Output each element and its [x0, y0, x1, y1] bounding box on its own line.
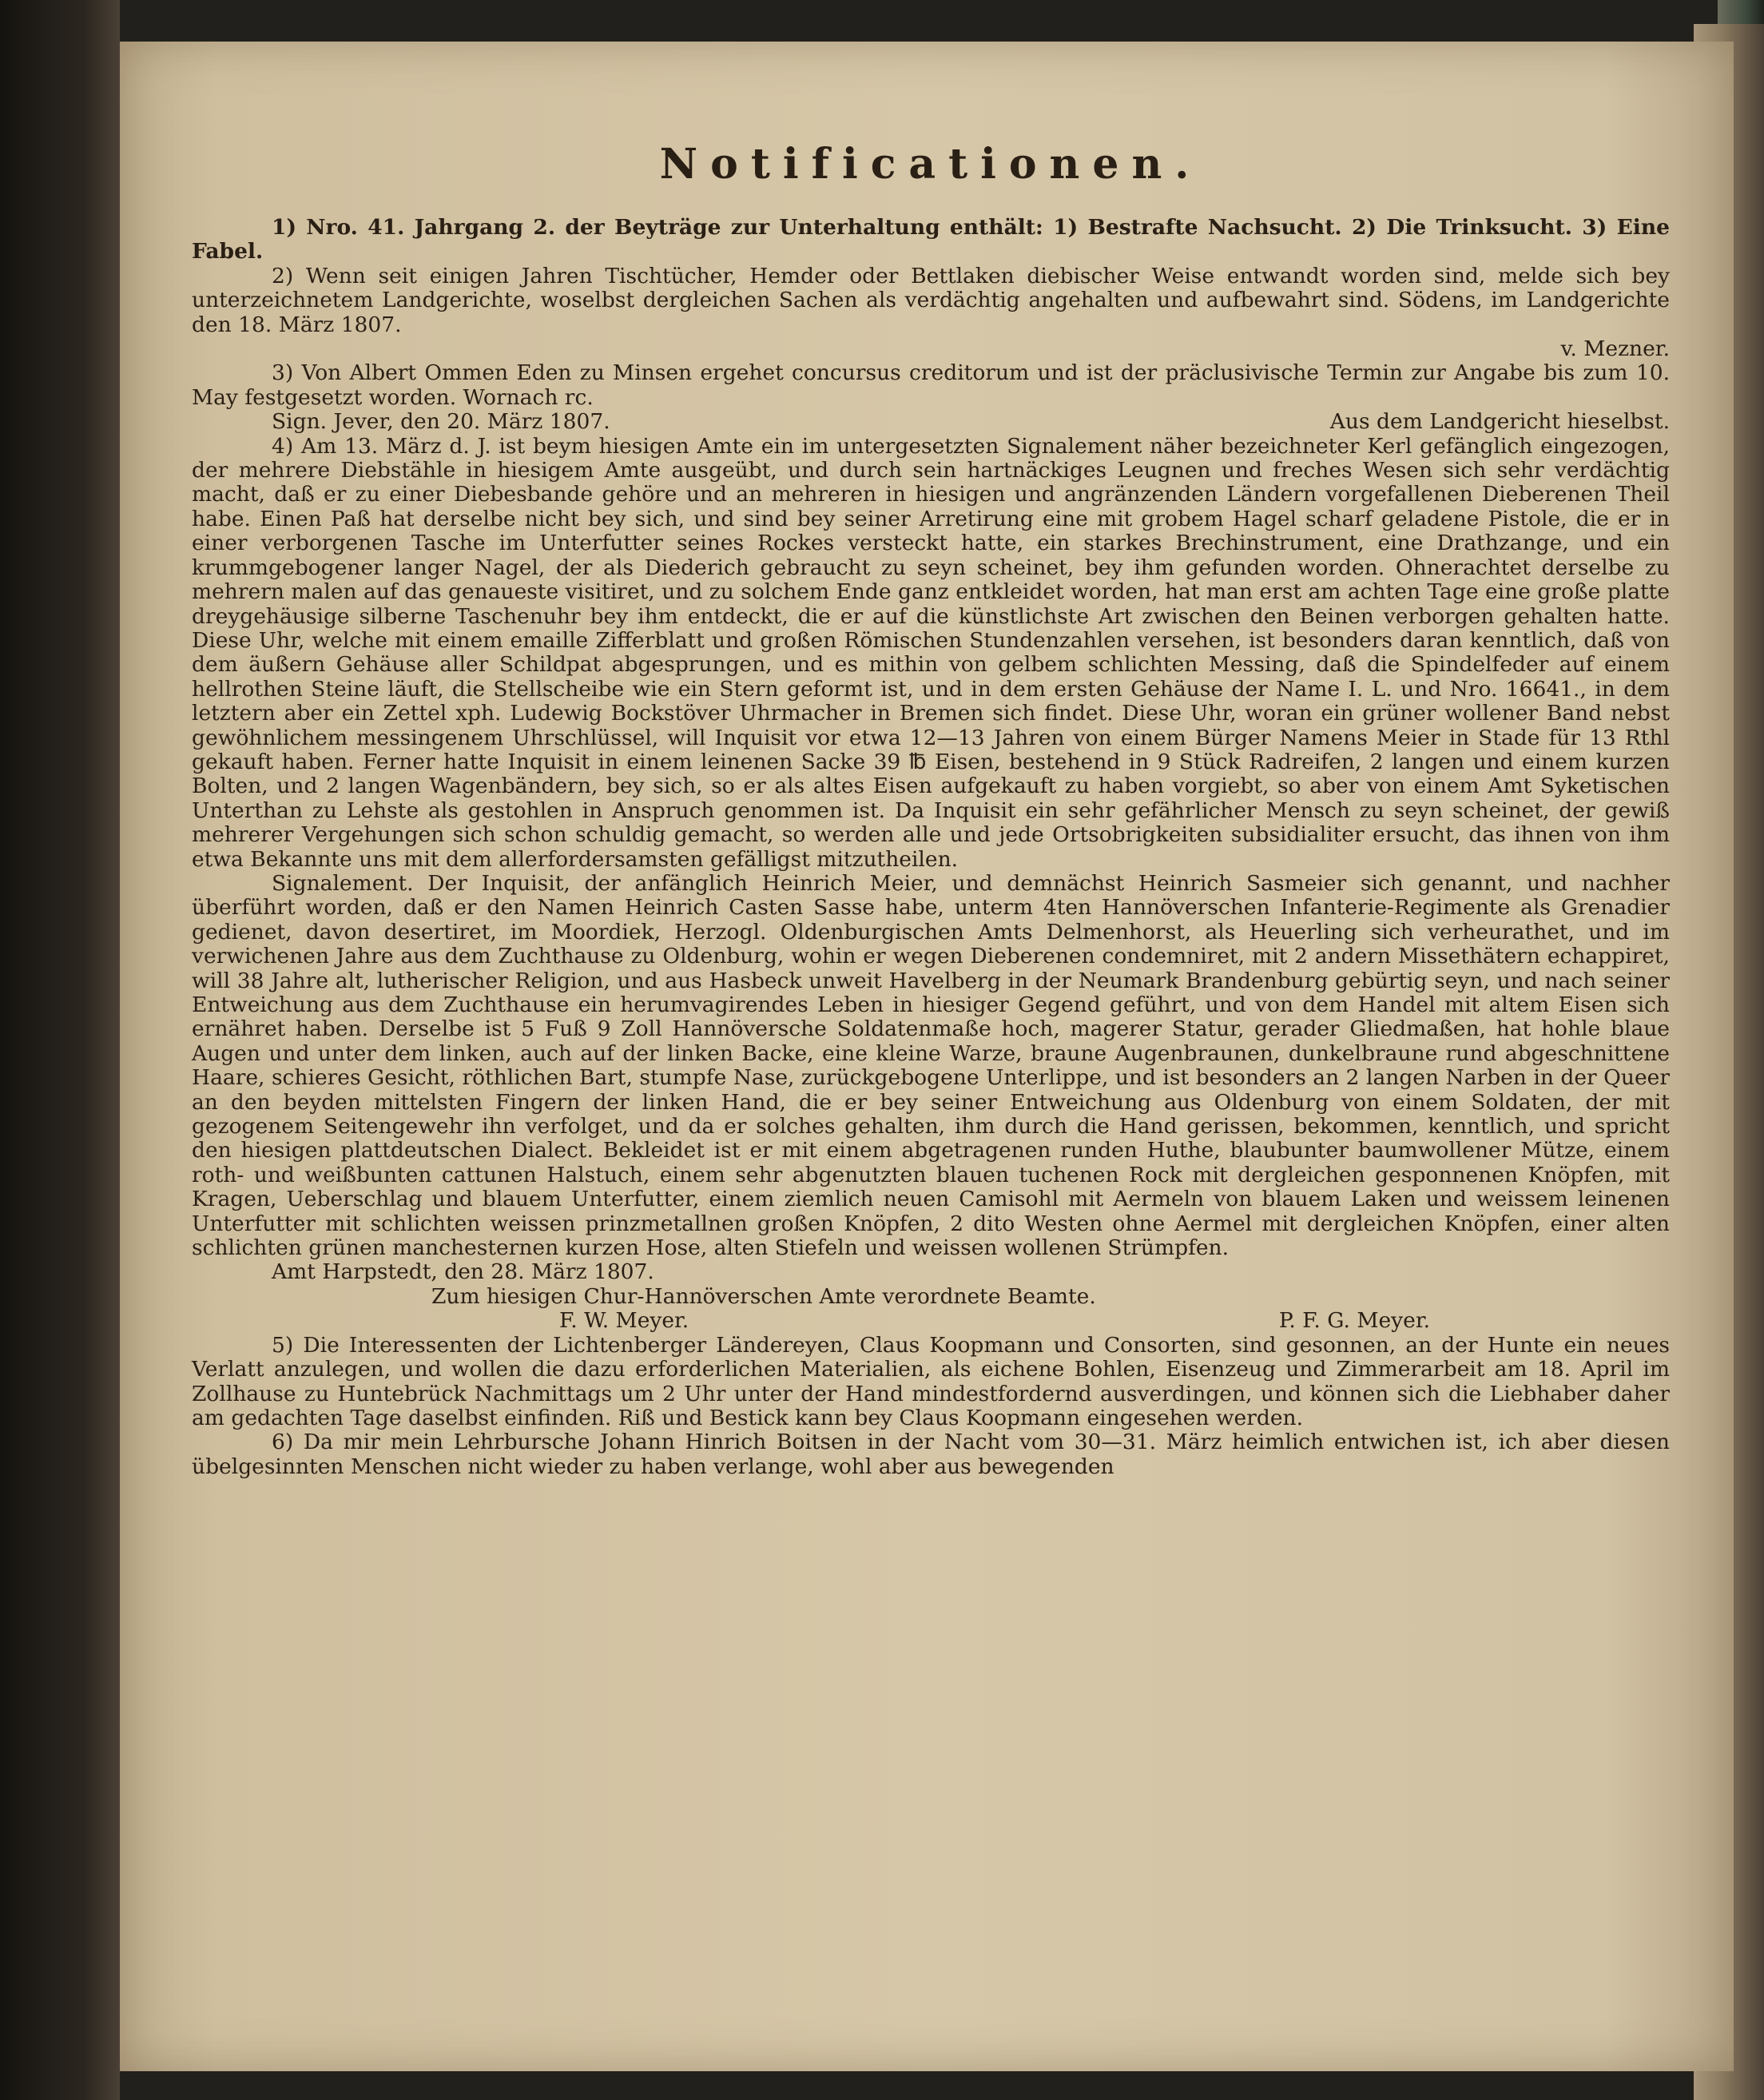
notice-4-signalement: Signalement. Der Inquisit, der anfänglich Heinrich Meier, und demnächst Heinrich Sasmeier sich genannt, und nachher überführt worden, daß er den Namen Heinrich Casten Sasse habe, unterm 4ten Hannöverschen Infanterie-Regimente als Grenadier gedienet, davon desertiret, im Moordiek, Herzogl. Oldenburgischen Amts Delmenhorst, als Heuerling sich verheurathet, und im verwichenen Jahre aus dem Zuchthause zu Oldenburg, wohin er wegen Dieberenen condemniret, mit 2 andern Missethätern echappiret, will 38 Jahre alt, lutherischer Religion, und aus Hasbeck unweit Havelberg in der Neumark Brandenburg gebürtig seyn, und nach seiner Entweichung aus dem Zuchthause ein herumvagirendes Leben in hiesiger Gegend geführt, und von dem Handel mit altem Eisen sich ernähret haben. Derselbe ist 5 Fuß 9 Zoll Hannöversche Soldatenmaße hoch, magerer Statur, gerader Gliedmaßen, hat hohle blaue Augen und unter dem linken, auch auf der linken Backe, eine kleine Warze, braune Augenbraunen, dunkelbraune rund abgeschnittene Haare, schieres Gesicht, röthlichen Bart, stumpfe Nase, zurückgebogene Unterlippe, und ist besonders an 2 langen Narben in der Queer an den beyden mittelsten Fingern der linken Hand, die er bey seiner Entweichung aus Oldenburg von einem Soldaten, der mit gezogenem Seitengewehr ihn verfolget, und da er solches gehalten, ihm durch die Hand gerissen, bekommen, kenntlich, und spricht den hiesigen plattdeutschen Dialect. Bekleidet ist er mit einem abgetragenen runden Huthe, blaubunter baumwollener Mütze, einem roth- und weißbunten cattunen Halstuch, einem sehr abgenutzten blauen tuchenen Rock mit dergleichen gesponnenen Knöpfen, mit Kragen, Ueberschlag und blauem Unterfutter, einem ziemlich neuen Camisohl mit Aermeln von blauem Laken und weissem leinenen Unterfutter mit schlichten weissen prinzmetallnen großen Knöpfen, 2 dito Westen ohne Aermel mit dergleichen Knöpfen, einer alten schlichten grünen manchesternen kurzen Hose, alten Stiefeln und weissen wollenen Strümpfen.	[192, 870, 1670, 1261]
notice-3-signature: Aus dem Landgericht hieselbst.	[1329, 409, 1670, 435]
notice-6: 6) Da mir mein Lehrbursche Johann Hinrich Boitsen in der Nacht vom 30—31. März heimlich entwichen ist, ich aber diesen übelgesinnten Menschen nicht wieder zu haben verlange, wohl aber aus bewegenden	[192, 1430, 1670, 1479]
notice-2: 2) Wenn seit einigen Jahren Tischtücher, Hemder oder Bettlaken diebischer Weise entwandt worden sind, melde sich bey unterzeichnetem Landgerichte, woselbst dergleichen Sachen als verdächtig angehalten und aufbewahrt sind. Södens, im Landgerichte den 18. März 1807.	[192, 263, 1670, 337]
notice-5: 5) Die Interessenten der Lichtenberger Ländereyen, Claus Koopmann und Consorten, sind gesonnen, an der Hunte ein neues Verlatt anzulegen, und wollen die dazu erforderlichen Materialien, als eichene Bohlen, Eisenzeug und Zimmerarbeit am 18. April im Zollhause zu Huntebrück Nachmittags um 2 Uhr unter der Hand mindestfordernd ausverdingen, und können sich die Liebhaber daher am gedachten Tage daselbst einfinden. Riß und Bestick kann bey Claus Koopmann eingesehen werden.	[192, 1332, 1670, 1430]
notice-4-signature-a: F. W. Meyer.	[559, 1308, 689, 1334]
notice-4-signature-b: P. F. G. Meyer.	[1278, 1308, 1430, 1334]
notice-3-footer	[192, 410, 1670, 434]
notice-4: 4) Am 13. März d. J. ist beym hiesigen Amte ein im untergesetzten Signalement näher bezeichneter Kerl gefänglich eingezogen, der mehrere Diebstähle in hiesigem Amte ausgeübt, und durch sein hartnäckiges Leugnen und freches Wesen sich sehr verdächtig macht, daß er zu einer Diebesbande gehöre und an mehreren in hiesigen und angränzenden Ländern vorgefallenen Dieberenen Theil habe. Einen Paß hat derselbe nicht bey sich, und sind bey seiner Arretirung eine mit grobem Hagel scharf geladene Pistole, die er in einer verborgenen Tasche im Unterfutter seines Rockes versteckt hatte, ein starkes Brechinstrument, eine Drathzange, und ein krummgebogener langer Nagel, der als Diederich gebraucht zu seyn scheinet, bey ihm gefunden worden. Ohnerachtet derselbe zu mehrern malen auf das genaueste visitiret, und zu solchem Ende ganz entkleidet worden, hat man erst am achten Tage eine große platte dreygehäusige silberne Taschenuhr bey ihm entdeckt, die er auf die künstlichste Art zwischen den Beinen verborgen gehalten hatte. Diese Uhr, welche mit einem emaille Zifferblatt und großen Römischen Stundenzahlen versehen, ist besonders daran kenntlich, daß von dem äußern Gehäuse aller Schildpat abgesprungen, und es mithin von gelbem schlichten Messing, daß die Spindelfeder auf einem hellrothen Steine läuft, die Stellscheibe wie ein Stern geformt ist, und in dem ersten Gehäuse der Name I. L. und Nro. 16641., in dem letztern aber ein Zettel xph. Ludewig Bockstöver Uhrmacher in Bremen sich findet. Diese Uhr, woran ein grüner wollener Band nebst gewöhnlichem messingenem Uhrschlüssel, will Inquisit vor etwa 12—13 Jahren von einem Bürger Namens Meier in Stade für 13 Rthl gekauft haben. Ferner hatte Inquisit in einem leinenen Sacke 39 ℔ Eisen, bestehend in 9 Stück Radreifen, 2 langen und einem kurzen Bolten, und 2 langen Wagenbändern, bey sich, so er als altes Eisen aufgekauft zu haben vorgiebt, so aber von einem Amt Syketischen Unterthan zu Lehste als gestohlen in Anspruch genommen ist. Da Inquisit ein sehr gefährlicher Mensch zu seyn scheinet, der gewiß mehrerer Vergehungen sich schon schuldig gemacht, so werden alle und jede Ortsobrigkeiten subsidialiter ersucht, das ihnen von ihm etwa Bekannte uns mit dem allerfordersamsten gefälligst mitzutheilen.	[192, 433, 1670, 872]
notice-3: 3) Von Albert Ommen Eden zu Minsen ergehet concursus creditorum und ist der präclusivische Termin zur Angabe bis zum 10. May festgesetzt worden. Wornach rc.	[192, 360, 1670, 410]
notice-4-office: Zum hiesigen Chur-Hannöverschen Amte verordnete Beamte.	[431, 1283, 1096, 1309]
notice-3-place: Sign. Jever, den 20. März 1807.	[272, 409, 610, 435]
page-heading: Notificationen.	[659, 140, 1202, 189]
notice-4-place: Amt Harpstedt, den 28. März 1807.	[272, 1259, 654, 1285]
left-shadow	[0, 0, 120, 2100]
notice-1: 1) Nro. 41. Jahrgang 2. der Beyträge zur Unterhaltung enthält: 1) Bestrafte Nachsucht. 2) Die Trinksucht. 3) Eine Fabel.	[192, 215, 1670, 264]
notice-2-signature: v. Mezner.	[1560, 336, 1670, 362]
page-content	[192, 140, 1670, 1479]
notice-4-signatures	[192, 1309, 1670, 1333]
